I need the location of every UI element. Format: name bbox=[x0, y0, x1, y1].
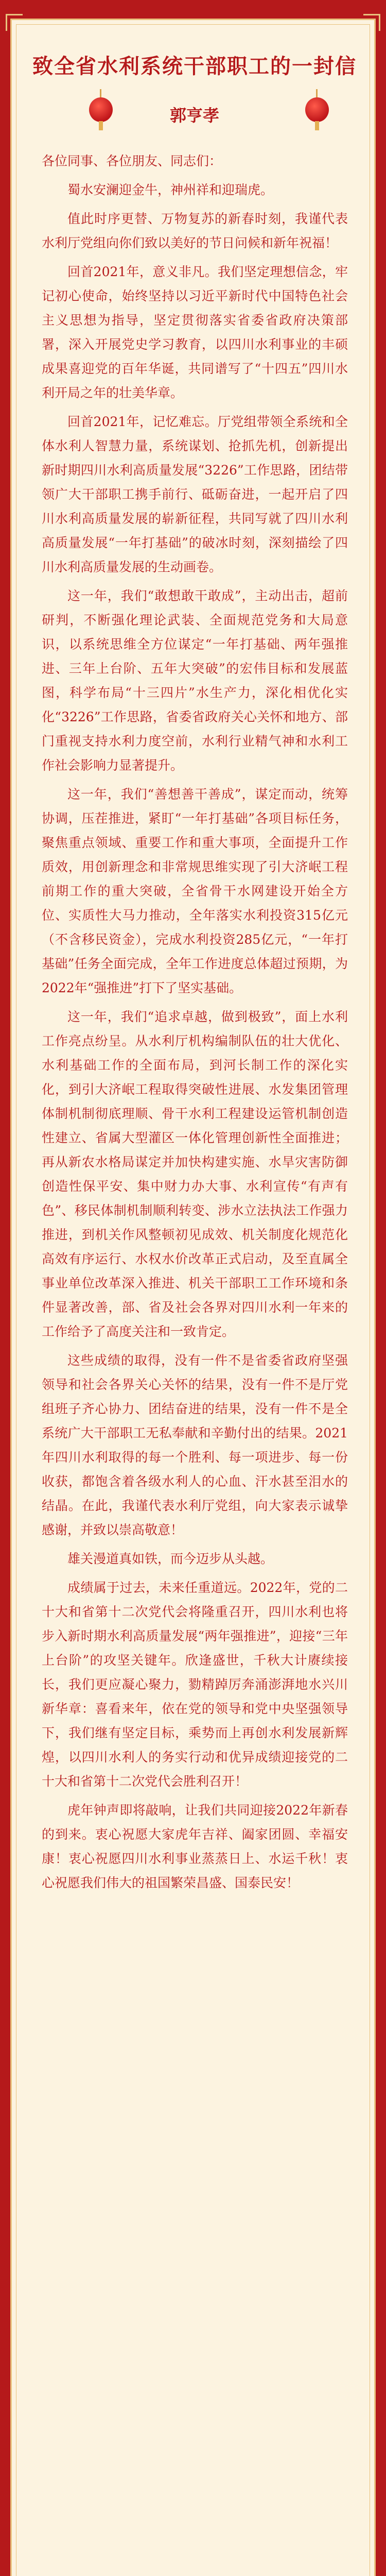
letter-body bbox=[42, 149, 348, 1900]
letter-paragraph: 雄关漫道真如铁，而今迈步从头越。 bbox=[67, 1551, 274, 1566]
letter-paragraph: 这些成绩的取得，没有一件不是省委省政府坚强领导和社会各界关心关怀的结果，没有一件不是厅党组班子齐心协力、团结奋进的结果，没有一件不是全系统广大干部职工无私奉献和辛勤付出的结果。2021年四川水利取得的每一个胜利、每一项进步、每一份收获，都饱含着各级水利人的心血、汗水甚至泪水的结晶。在此，我谨代表水利厅党组，向大家表示诚挚感谢，并致以崇高敬意！ bbox=[42, 1353, 348, 1537]
letter-paragraph: 成绩属于过去，未来任重道远。2022年，党的二十大和省第十二次党代会将隆重召开，四川水利也将步入新时期水利高质量发展“两年强推进”，迎接“三年上台阶”的攻坚关键年。欣逢盛世，千秋大计赓续接长，我们更应凝心聚力，勠精踔厉奔涌澎湃地水兴川新华章：喜看来年，依在党的领导和党中央坚强领导下，我们继有坚定目标，乘势而上再创水利发展新辉煌，以四川水利人的务实行动和优异成绩迎接党的二十大和省第十二次党代会胜利召开！ bbox=[42, 1580, 348, 1789]
letter-paragraph: 蜀水安澜迎金牛，神州祥和迎瑞虎。 bbox=[67, 182, 274, 197]
letter-author: 郭亨孝 bbox=[169, 106, 219, 125]
letter-title: 致全省水利系统干部职工的一封信 bbox=[32, 54, 357, 78]
letter-paragraph: 虎年钟声即将敲响，让我们共同迎接2022年新春的到来。衷心祝愿大家虎年吉祥、阖家团圆、幸福安康！衷心祝愿四川水利事业蒸蒸日上、水运千秋！衷心祝愿我们伟大的祖国繁荣昌盛、国泰民安！ bbox=[42, 1803, 348, 1890]
letter-paragraph: 这一年，我们“追求卓越，做到极致”，面上水利工作亮点纷呈。从水利厅机构编制队伍的壮大优化、水利基础工作的全面布局，到河长制工作的深化实化，到引大济岷工程取得突破性进展、水发集团管理体制机制彻底理顺、骨干水利工程建设运管机制创造性建立、省属大型灌区一体化管理创新性全面推进；再从新农水格局谋定并加快构建实施、水旱灾害防御创造性保平安、集中财力办大事、水利宣传“有声有色”、移民体制机制顺利转变、涉水立法执法工作强力推进，到机关作风整顿初见成效、机关制度化规范化高效有序运行、水权水价改革正式启动，及至直属全事业单位改革深入推进、机关干部职工工作环境和条件显著改善，部、省及社会各界对四川水利一年来的工作给予了高度关注和一致肯定。 bbox=[42, 1009, 348, 1339]
letter-paragraph: 回首2021年，意义非凡。我们坚定理想信念，牢记初心使命，始终坚持以习近平新时代中国特色社会主义思想为指导，坚定贯彻落实省委省政府决策部署，深入开展党史学习教育，以四川水利事业的丰硕成果喜迎党的百年华诞，共同谱写了“十四五”四川水利开局之年的壮美华章。 bbox=[42, 264, 348, 400]
letter-paragraph: 回首2021年，记忆难忘。厅党组带领全系统和全体水利人智慧力量，系统谋划、抢抓先机，创新提出新时期四川水利高质量发展“3226”工作思路，团结带领广大干部职工携手前行、砥砺奋进，一起开启了四川水利高质量发展的崭新征程，共同写就了四川水利高质量发展“一年打基础”的破冰时刻，深刻描绘了四川水利高质量发展的生动画卷。 bbox=[42, 414, 348, 574]
frame-corner-ornament bbox=[6, 14, 23, 31]
lantern-icon bbox=[305, 97, 329, 122]
letter-paragraph: 值此时序更替、万物复苏的新春时刻，我谨代表水利厅党组向你们致以美好的节日问候和新年祝福！ bbox=[42, 211, 348, 250]
letter-frame bbox=[10, 19, 376, 2576]
letter-salutation: 各位同事、各位朋友、同志们： bbox=[42, 154, 222, 168]
letter-paragraph: 这一年，我们“敢想敢干敢成”，主动出击，超前研判，不断强化理论武装、全面规范党务和大局意识，以系统思维全方位谋定“一年打基础、两年强推进、三年上台阶、五年大突破”的宏伟目标和发展蓝图，科学布局“十三四片”水生产力，深化相优化实化“3226”工作思路，省委省政府关心关怀和地方、部门重视支持水利力度空前，水利行业精气神和水利工作社会影响力显著提升。 bbox=[42, 588, 348, 773]
letter-paragraph: 这一年，我们“善想善干善成”，谋定而动，统筹协调，压茬推进，紧盯“一年打基础”各项目标任务，聚焦重点领域、重要工作和重大事项，全面提升工作质效，用创新理念和非常规思维实现了引大济岷工程前期工作的重大突破，全省骨干水网建设开始全方位、实质性大马力推动，全年落实水利投资315亿元（不含移民资金），完成水利投资285亿元，“一年打基础”任务全面完成，全年工作进度总体超过预期，为2022年“强推进”打下了坚实基础。 bbox=[42, 787, 348, 995]
frame-corner-ornament bbox=[363, 14, 380, 31]
